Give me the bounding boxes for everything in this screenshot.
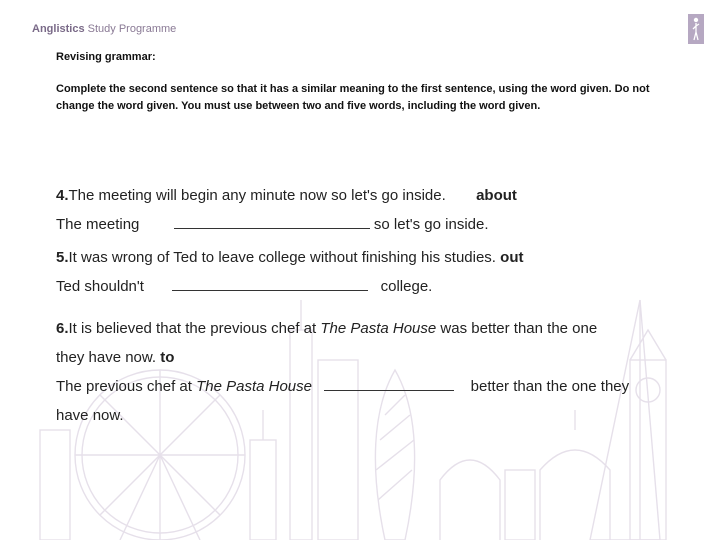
question-6-sentence-line2 <box>56 349 174 366</box>
question-6-answer <box>56 378 629 395</box>
question-number: 6. <box>56 320 69 337</box>
question-text: It was wrong of Ted to leave college without finishing his studies. <box>68 249 496 266</box>
answer-suffix-line2: have now. <box>56 407 124 424</box>
question-4-answer <box>56 216 489 233</box>
answer-suffix: better than the one they <box>470 378 630 395</box>
answer-suffix: college. <box>380 278 433 295</box>
answer-suffix: so let's go inside. <box>373 216 489 233</box>
question-text-line2: they have now. <box>56 349 157 366</box>
question-5-answer <box>56 278 432 295</box>
figure-logo-icon <box>688 14 704 44</box>
answer-blank[interactable] <box>324 378 454 391</box>
keyword-to: to <box>160 349 175 366</box>
answer-prefix: Ted shouldn't <box>56 278 144 295</box>
answer-blank[interactable] <box>174 216 370 229</box>
brand-name: Anglistics <box>32 23 85 35</box>
question-text-end: was better than the one <box>436 320 598 337</box>
question-5-sentence <box>56 249 523 266</box>
question-text: The meeting will begin any minute now so let's go inside. <box>68 187 446 204</box>
programme-header <box>32 23 176 35</box>
question-6-answer-line2 <box>56 407 124 424</box>
answer-prefix: The meeting <box>56 216 140 233</box>
instructions-text: Complete the second sentence so that it has a similar meaning to the first sentence, using the word given. Do not change the word given. You must use between two and five words, including the word given. <box>56 83 650 112</box>
programme-label: Study Programme <box>87 23 177 35</box>
keyword-out: out <box>500 249 524 266</box>
question-text: It is believed that the previous chef at <box>68 320 321 337</box>
keyword-about: about <box>476 187 517 204</box>
question-text-italic: The Pasta House <box>320 320 437 337</box>
answer-blank[interactable] <box>172 278 368 291</box>
answer-prefix: The previous chef at <box>56 378 197 395</box>
question-number: 5. <box>56 249 69 266</box>
answer-prefix-italic: The Pasta House <box>196 378 312 395</box>
section-title: Revising grammar: <box>56 51 156 63</box>
question-6-sentence <box>56 320 597 337</box>
question-4-sentence <box>56 187 517 204</box>
question-number: 4. <box>56 187 69 204</box>
